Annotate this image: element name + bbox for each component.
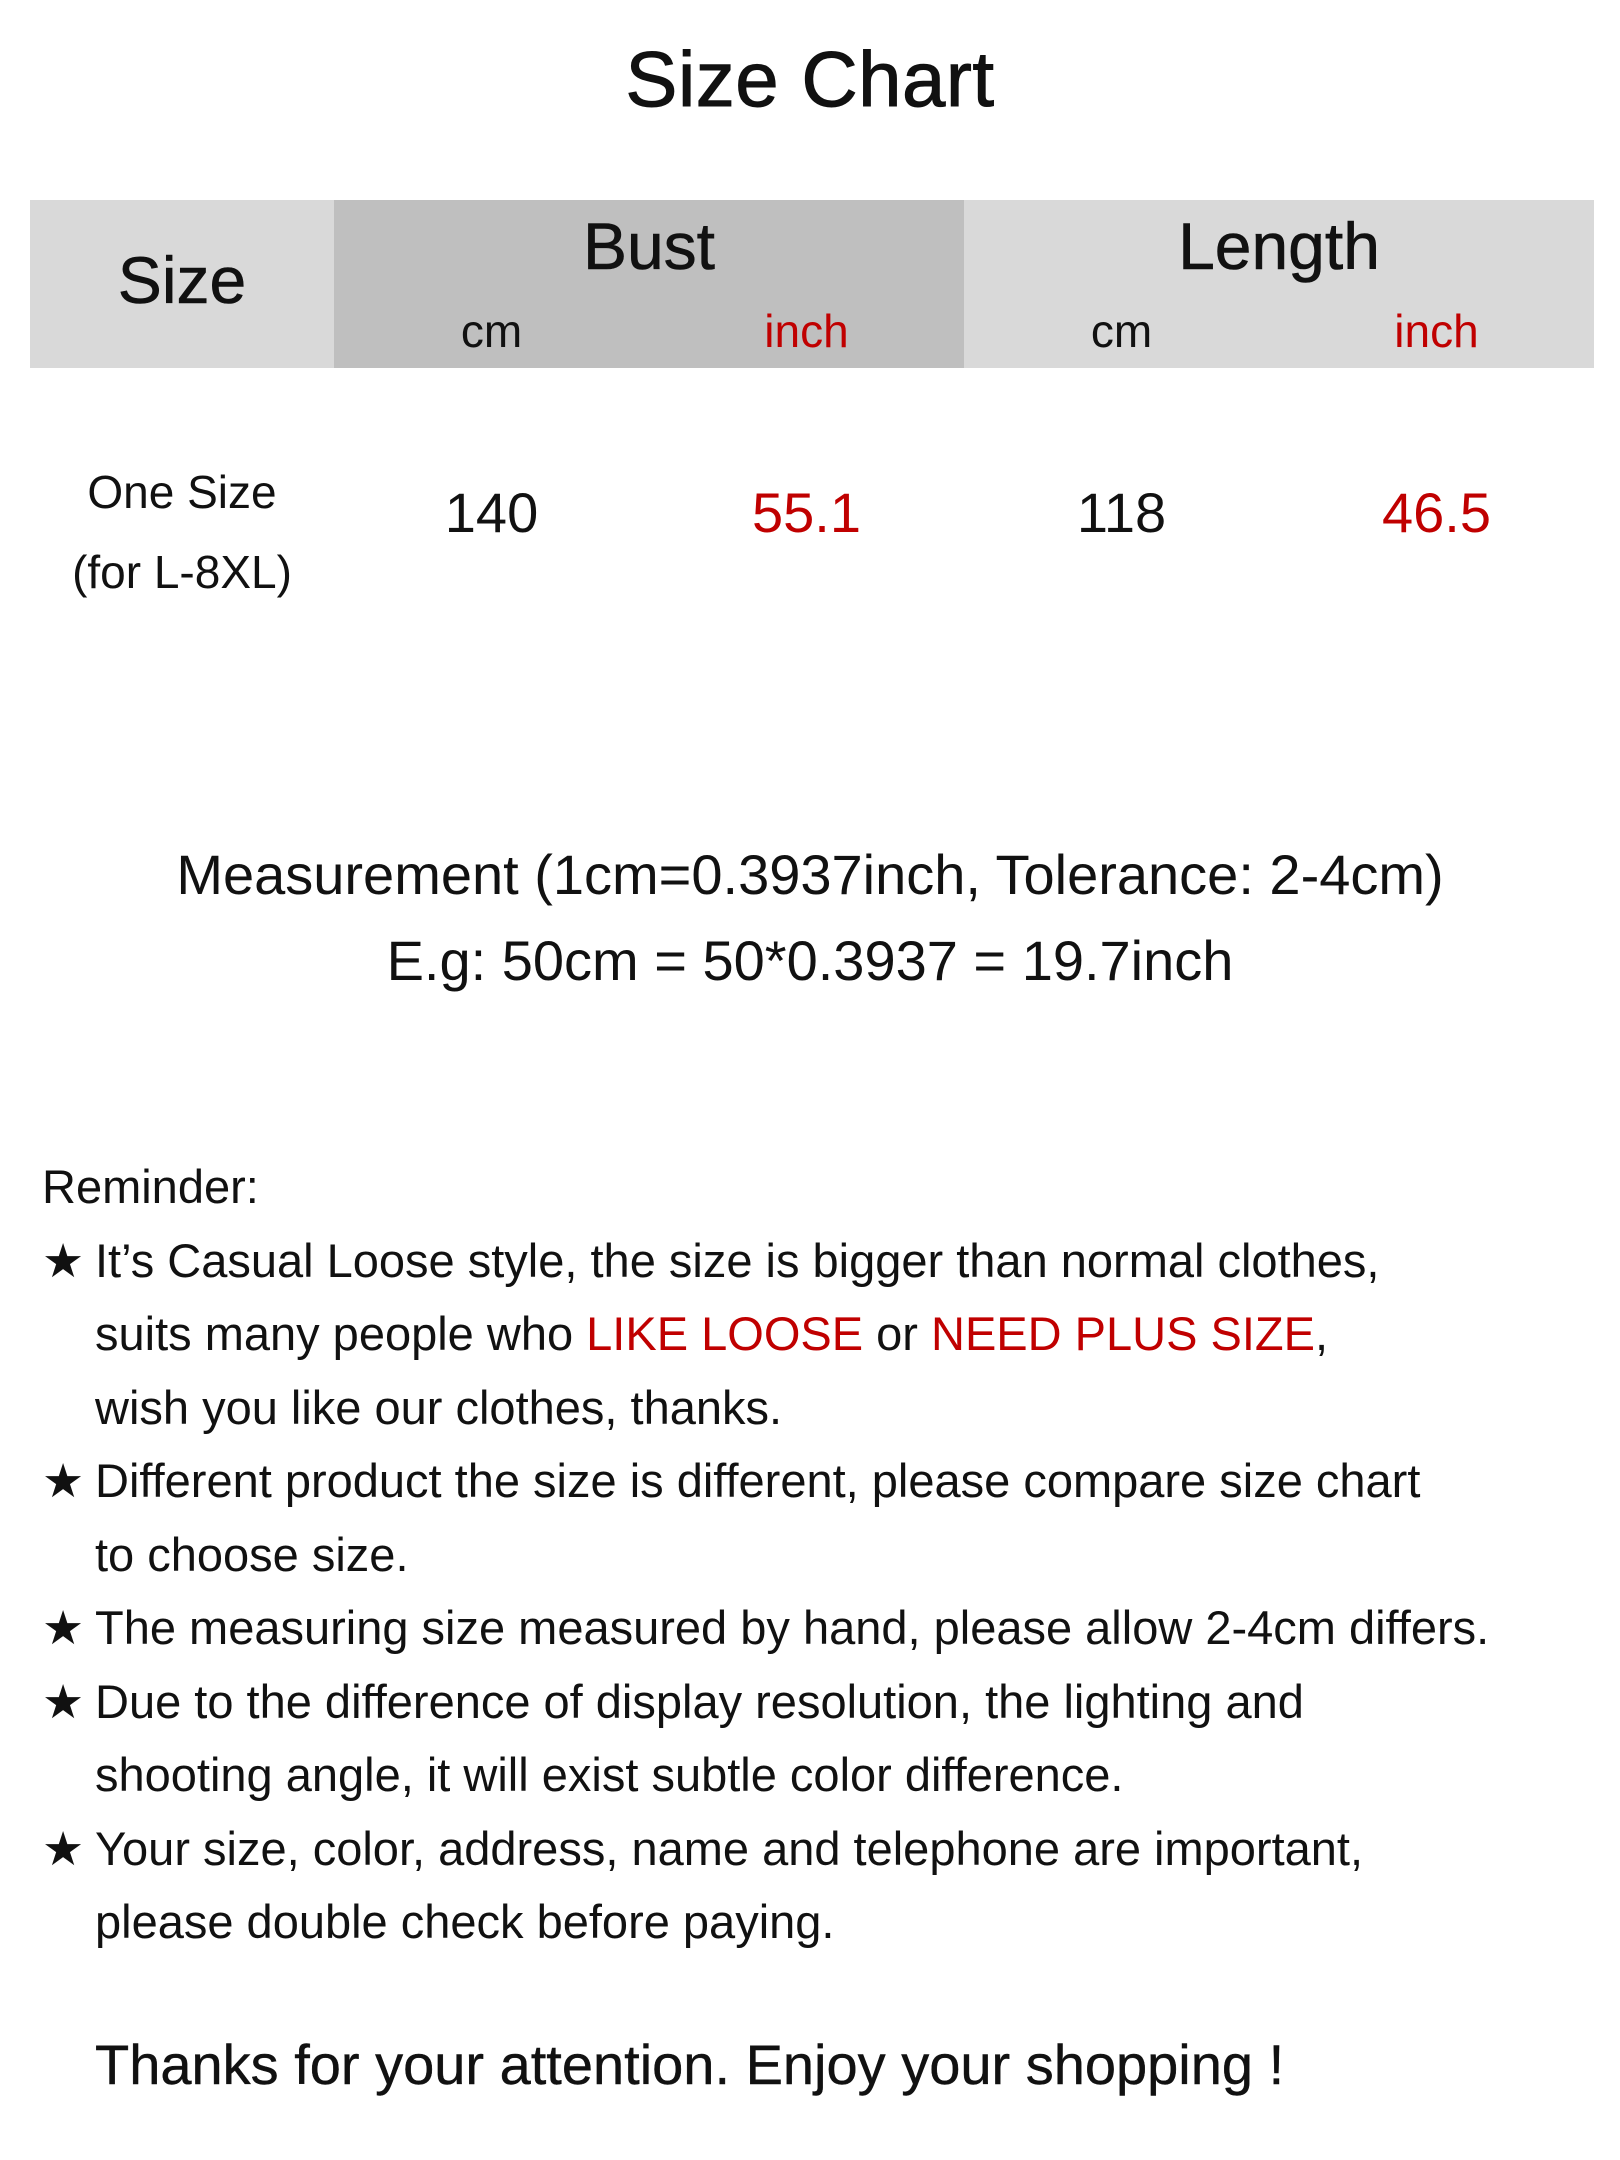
reminder-text: suits many people who (95, 1307, 587, 1360)
size-name: One Size (87, 466, 277, 518)
length-header-label: Length (1178, 209, 1380, 283)
length-header-cell (964, 200, 1594, 368)
star-icon: ★ (42, 1233, 85, 1287)
bust-header-label: Bust (582, 209, 716, 283)
reminder-section (42, 1150, 1602, 1959)
length-unit-cm: cm (1090, 305, 1153, 357)
size-range: (for L-8XL) (72, 546, 292, 598)
measurement-note: Measurement (1cm=0.3937inch, Tolerance: 2-4cm) (176, 843, 1444, 906)
page-title: Size Chart (625, 35, 995, 123)
bust-header-cell (334, 200, 964, 368)
bust-unit-cm: cm (460, 305, 523, 357)
reminder-item-1-line-3: wish you like our clothes, thanks. (95, 1380, 783, 1434)
length-inch-value: 46.5 (1382, 481, 1491, 544)
bust-cm-value: 140 (444, 481, 539, 544)
reminder-item-1-line-2 (42, 1297, 1602, 1371)
star-icon: ★ (42, 1454, 85, 1507)
bust-unit-inch: inch (764, 305, 849, 357)
bust-inch-value: 55.1 (752, 481, 861, 544)
footer-thanks: Thanks for your attention. Enjoy your shopping ! (95, 2033, 1285, 2096)
length-unit-inch: inch (1394, 305, 1479, 357)
reminder-item-5-line-2: please double check before paying. (95, 1895, 835, 1948)
reminder-text: or (863, 1307, 931, 1360)
reminder-heading: Reminder: (42, 1160, 259, 1213)
reminder-item-2-line-1: Different product the size is different, please compare size chart (95, 1454, 1421, 1507)
reminder-item-1-line-1: It’s Casual Loose style, the size is bigger than normal clothes, (95, 1233, 1380, 1287)
reminder-item-4-line-1: Due to the difference of display resolution, the lighting and (95, 1674, 1304, 1728)
reminder-item-2 (42, 1444, 1602, 1518)
star-icon: ★ (42, 1821, 85, 1875)
star-icon: ★ (42, 1674, 85, 1728)
measurement-example: E.g: 50cm = 50*0.3937 = 19.7inch (386, 929, 1234, 992)
reminder-item-4-line-2: shooting angle, it will exist subtle color difference. (95, 1748, 1124, 1801)
reminder-item-5-line-1: Your size, color, address, name and telephone are important, (95, 1821, 1364, 1875)
reminder-item-4 (42, 1665, 1602, 1739)
reminder-item-3 (42, 1591, 1602, 1665)
reminder-text: , (1314, 1307, 1329, 1360)
table-row-size-cell (30, 452, 334, 612)
highlight-need-plus-size: NEED PLUS SIZE (931, 1307, 1315, 1360)
size-header-label: Size (117, 243, 247, 317)
reminder-item-3-line-1: The measuring size measured by hand, please allow 2-4cm differs. (95, 1601, 1490, 1654)
reminder-item-1 (42, 1224, 1602, 1298)
size-header-cell (30, 200, 334, 368)
length-cm-value: 118 (1076, 481, 1167, 544)
reminder-item-2-line-2: to choose size. (95, 1527, 409, 1581)
highlight-like-loose: LIKE LOOSE (586, 1307, 864, 1360)
star-icon: ★ (42, 1601, 85, 1654)
reminder-item-5 (42, 1812, 1602, 1886)
